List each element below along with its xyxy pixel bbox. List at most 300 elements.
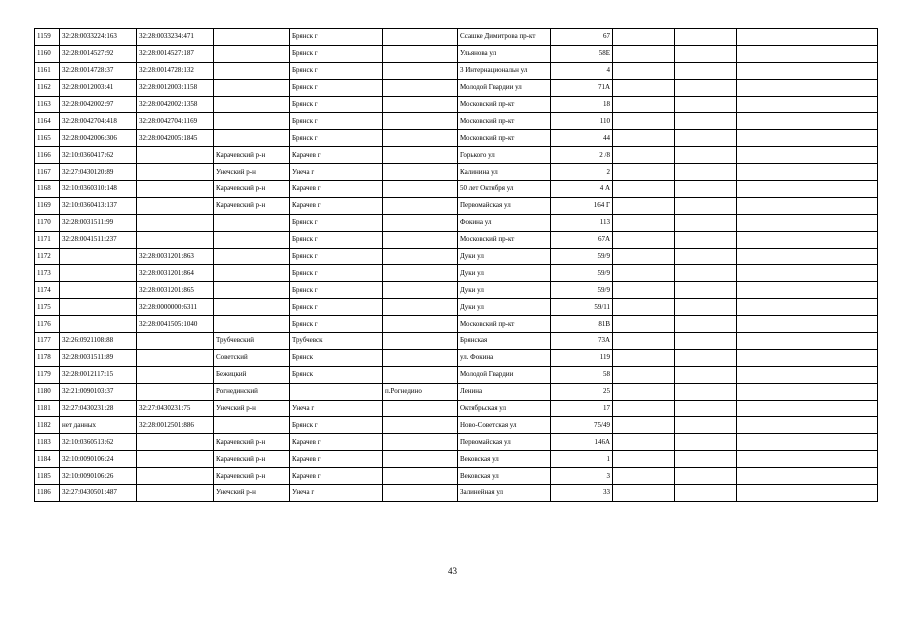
cell-extra-col-3 [737,282,878,299]
cell-cadastral-number-land: 32:28:0042006:306 [60,130,137,147]
cell-extra-col-2 [675,62,737,79]
cell-extra-col-3 [737,485,878,502]
cell-street: Фокина ул [458,214,551,231]
table-row [35,130,878,147]
cell-cadastral-number-building [137,366,214,383]
cell-row-number: 1171 [35,231,60,248]
cell-settlement [383,130,458,147]
cell-settlement [383,451,458,468]
cell-street: Московский пр-кт [458,316,551,333]
cell-city: Карачев г [290,451,383,468]
cell-extra-col-3 [737,29,878,46]
cell-street: Московский пр-кт [458,96,551,113]
cell-extra-col-1 [613,434,675,451]
cell-street: Ново-Советская ул [458,417,551,434]
cell-city: Карачев г [290,468,383,485]
cell-row-number: 1173 [35,265,60,282]
cell-cadastral-number-land: 32:10:0090106:24 [60,451,137,468]
cell-street: Вековская ул [458,468,551,485]
table-body [35,29,878,502]
cell-district: Рогнединский [214,383,290,400]
cell-settlement [383,485,458,502]
cell-row-number: 1184 [35,451,60,468]
cell-settlement [383,147,458,164]
cell-cadastral-number-land: 32:28:0014527:92 [60,45,137,62]
cell-extra-col-3 [737,468,878,485]
cell-extra-col-3 [737,197,878,214]
cell-street: Дуки ул [458,299,551,316]
cell-district [214,96,290,113]
cell-settlement [383,45,458,62]
cell-house-number: 59/9 [551,248,613,265]
cell-cadastral-number-building: 32:28:0000000:6311 [137,299,214,316]
cell-street: Московский пр-кт [458,113,551,130]
cell-settlement [383,265,458,282]
cell-district: Бежицкий [214,366,290,383]
table-row [35,265,878,282]
cell-house-number: 110 [551,113,613,130]
cell-street: Ульянова ул [458,45,551,62]
cell-cadastral-number-land [60,316,137,333]
table-row [35,164,878,181]
cell-row-number: 1162 [35,79,60,96]
cell-extra-col-2 [675,164,737,181]
cell-district [214,45,290,62]
table-row [35,96,878,113]
cell-cadastral-number-building [137,451,214,468]
cell-extra-col-1 [613,383,675,400]
cell-cadastral-number-land: 32:10:0360310:148 [60,181,137,198]
cell-row-number: 1169 [35,197,60,214]
cell-extra-col-1 [613,400,675,417]
cell-row-number: 1172 [35,248,60,265]
cell-extra-col-2 [675,248,737,265]
cell-extra-col-1 [613,485,675,502]
cell-city: Брянск г [290,417,383,434]
cell-extra-col-1 [613,451,675,468]
cell-extra-col-3 [737,248,878,265]
cell-settlement [383,366,458,383]
cell-district: Карачевский р-н [214,468,290,485]
cell-row-number: 1165 [35,130,60,147]
cell-row-number: 1183 [35,434,60,451]
register-table [34,28,878,502]
cell-extra-col-2 [675,214,737,231]
cell-city: Брянск г [290,113,383,130]
cell-cadastral-number-building: 32:28:0012501:886 [137,417,214,434]
cell-city: Карачев г [290,147,383,164]
cell-cadastral-number-land: 32:28:0041511:237 [60,231,137,248]
cell-settlement [383,316,458,333]
cell-cadastral-number-building: 32:28:0012003:1158 [137,79,214,96]
cell-house-number: 59/9 [551,282,613,299]
cell-extra-col-1 [613,214,675,231]
cell-row-number: 1176 [35,316,60,333]
cell-street: Московский пр-кт [458,130,551,147]
cell-city: Брянск г [290,79,383,96]
cell-cadastral-number-land [60,248,137,265]
cell-extra-col-2 [675,79,737,96]
cell-street: Ленина [458,383,551,400]
cell-extra-col-3 [737,434,878,451]
table-row [35,231,878,248]
cell-extra-col-2 [675,29,737,46]
cell-city: Брянск г [290,96,383,113]
table-row [35,79,878,96]
cell-street: Калинина ул [458,164,551,181]
cell-extra-col-3 [737,451,878,468]
cell-district [214,282,290,299]
cell-street: Брянская [458,333,551,350]
cell-row-number: 1167 [35,164,60,181]
cell-district: Советский [214,349,290,366]
cell-cadastral-number-land: 32:10:0360513:62 [60,434,137,451]
table-row [35,383,878,400]
cell-city: Брянск г [290,248,383,265]
cell-district [214,316,290,333]
cell-house-number: 67 [551,29,613,46]
cell-extra-col-3 [737,181,878,198]
cell-extra-col-1 [613,248,675,265]
cell-cadastral-number-land: 32:26:0921108:88 [60,333,137,350]
cell-house-number: 119 [551,349,613,366]
table-row [35,400,878,417]
cell-settlement [383,349,458,366]
cell-cadastral-number-building: 32:28:0042002:1358 [137,96,214,113]
table-row [35,349,878,366]
cell-settlement [383,231,458,248]
cell-extra-col-2 [675,333,737,350]
cell-cadastral-number-land: 32:10:0090106:26 [60,468,137,485]
cell-extra-col-2 [675,400,737,417]
cell-city: Карачев г [290,197,383,214]
cell-cadastral-number-building [137,383,214,400]
cell-settlement [383,333,458,350]
cell-cadastral-number-building: 32:28:0031201:864 [137,265,214,282]
cell-house-number: 146А [551,434,613,451]
cell-extra-col-3 [737,417,878,434]
cell-extra-col-3 [737,214,878,231]
cell-city [290,383,383,400]
cell-district [214,130,290,147]
cell-extra-col-3 [737,366,878,383]
cell-city: Унеча г [290,164,383,181]
cell-extra-col-2 [675,316,737,333]
cell-extra-col-2 [675,197,737,214]
cell-street: Октябрьская ул [458,400,551,417]
cell-extra-col-1 [613,130,675,147]
cell-extra-col-1 [613,62,675,79]
cell-extra-col-2 [675,113,737,130]
cell-cadastral-number-building: 32:28:0014527:187 [137,45,214,62]
cell-house-number: 113 [551,214,613,231]
cell-extra-col-2 [675,147,737,164]
table-row [35,468,878,485]
cell-district: Карачевский р-н [214,451,290,468]
table-row [35,181,878,198]
cell-district: Карачевский р-н [214,434,290,451]
cell-extra-col-1 [613,231,675,248]
cell-extra-col-2 [675,96,737,113]
table-row [35,45,878,62]
cell-cadastral-number-building [137,181,214,198]
table-row [35,29,878,46]
cell-cadastral-number-building: 32:28:0014728:132 [137,62,214,79]
cell-extra-col-2 [675,349,737,366]
cell-street: Дуки ул [458,248,551,265]
cell-settlement [383,29,458,46]
cell-house-number: 2 [551,164,613,181]
cell-cadastral-number-land: 32:10:0360413:137 [60,197,137,214]
cell-extra-col-2 [675,265,737,282]
cell-row-number: 1174 [35,282,60,299]
cell-cadastral-number-land: 32:28:0012003:41 [60,79,137,96]
cell-extra-col-1 [613,113,675,130]
cell-row-number: 1180 [35,383,60,400]
cell-extra-col-1 [613,147,675,164]
cell-cadastral-number-building [137,231,214,248]
cell-house-number: 58Е [551,45,613,62]
cell-house-number: 2 /8 [551,147,613,164]
cell-extra-col-2 [675,282,737,299]
page-number: 43 [448,566,457,576]
cell-row-number: 1159 [35,29,60,46]
cell-house-number: 33 [551,485,613,502]
cell-district [214,231,290,248]
table-row [35,62,878,79]
cell-settlement [383,164,458,181]
table-row [35,333,878,350]
cell-street: Горького ул [458,147,551,164]
cell-extra-col-3 [737,333,878,350]
cell-cadastral-number-land [60,265,137,282]
cell-city: Брянск г [290,130,383,147]
cell-extra-col-2 [675,451,737,468]
cell-cadastral-number-building: 32:28:0041505:1040 [137,316,214,333]
cell-cadastral-number-land: 32:10:0360417:62 [60,147,137,164]
table-row [35,248,878,265]
cell-cadastral-number-building [137,164,214,181]
cell-cadastral-number-land: 32:28:0031511:89 [60,349,137,366]
cell-extra-col-3 [737,265,878,282]
cell-district [214,299,290,316]
cell-row-number: 1181 [35,400,60,417]
cell-extra-col-3 [737,299,878,316]
cell-settlement [383,62,458,79]
cell-cadastral-number-land: 32:28:0042002:97 [60,96,137,113]
cell-cadastral-number-land: 32:28:0014728:37 [60,62,137,79]
cell-cadastral-number-building: 32:28:0031201:863 [137,248,214,265]
cell-house-number: 164 Г [551,197,613,214]
cell-extra-col-3 [737,130,878,147]
cell-row-number: 1163 [35,96,60,113]
cell-house-number: 81В [551,316,613,333]
cell-row-number: 1179 [35,366,60,383]
cell-row-number: 1178 [35,349,60,366]
cell-house-number: 73А [551,333,613,350]
cell-street: Вековская ул [458,451,551,468]
cell-extra-col-2 [675,468,737,485]
cell-street: Молодой Гвардии ул [458,79,551,96]
cell-extra-col-1 [613,468,675,485]
cell-extra-col-1 [613,366,675,383]
cell-cadastral-number-land: 32:27:0430231:28 [60,400,137,417]
cell-extra-col-2 [675,231,737,248]
cell-city: Брянск г [290,231,383,248]
table-row [35,113,878,130]
cell-district: Трубчевский [214,333,290,350]
cell-cadastral-number-building: 32:27:0430231:75 [137,400,214,417]
cell-street: 3 Интернациональн ул [458,62,551,79]
cell-cadastral-number-land: 32:27:0430120:89 [60,164,137,181]
cell-house-number: 3 [551,468,613,485]
cell-cadastral-number-building [137,333,214,350]
table-row [35,299,878,316]
cell-extra-col-1 [613,282,675,299]
cell-street: ул. Фокина [458,349,551,366]
cell-extra-col-1 [613,96,675,113]
cell-cadastral-number-land: 32:28:0031511:99 [60,214,137,231]
cell-extra-col-3 [737,113,878,130]
cell-extra-col-1 [613,265,675,282]
cell-district: Унечский р-н [214,400,290,417]
cell-settlement [383,197,458,214]
cell-row-number: 1161 [35,62,60,79]
cell-row-number: 1160 [35,45,60,62]
cell-extra-col-1 [613,333,675,350]
cell-extra-col-2 [675,485,737,502]
cell-cadastral-number-land [60,282,137,299]
cell-extra-col-3 [737,96,878,113]
cell-city: Карачев г [290,434,383,451]
cell-extra-col-2 [675,130,737,147]
cell-city: Трубчевск [290,333,383,350]
cell-settlement [383,417,458,434]
cell-extra-col-1 [613,417,675,434]
cell-extra-col-1 [613,164,675,181]
cell-house-number: 44 [551,130,613,147]
cell-extra-col-2 [675,434,737,451]
table-row [35,451,878,468]
cell-district [214,62,290,79]
cell-street: Молодой Гвардии [458,366,551,383]
cell-extra-col-2 [675,417,737,434]
cell-extra-col-2 [675,181,737,198]
cell-cadastral-number-building: 32:28:0033234:471 [137,29,214,46]
cell-city: Брянск г [290,45,383,62]
cell-extra-col-2 [675,45,737,62]
cell-city: Карачев г [290,181,383,198]
cell-extra-col-3 [737,62,878,79]
cell-street: Первомайская ул [458,197,551,214]
cell-cadastral-number-building [137,197,214,214]
cell-city: Унеча г [290,485,383,502]
cell-house-number: 4 [551,62,613,79]
cell-city: Унеча г [290,400,383,417]
cell-house-number: 67А [551,231,613,248]
cell-row-number: 1168 [35,181,60,198]
cell-cadastral-number-land: 32:28:0012117:15 [60,366,137,383]
cell-city: Брянск [290,366,383,383]
cell-cadastral-number-building [137,434,214,451]
cell-extra-col-1 [613,181,675,198]
cell-settlement [383,181,458,198]
table-row [35,147,878,164]
cell-extra-col-3 [737,400,878,417]
cell-house-number: 1 [551,451,613,468]
cell-street: Дуки ул [458,282,551,299]
cell-district [214,248,290,265]
cell-settlement [383,282,458,299]
cell-house-number: 75/49 [551,417,613,434]
cell-city: Брянск г [290,316,383,333]
cell-settlement [383,214,458,231]
table-row [35,434,878,451]
cell-settlement [383,96,458,113]
cell-district [214,214,290,231]
cell-street: Первомайская ул [458,434,551,451]
cell-extra-col-3 [737,316,878,333]
cell-house-number: 17 [551,400,613,417]
cell-district: Унечский р-н [214,164,290,181]
cell-cadastral-number-land: 32:28:0033224:163 [60,29,137,46]
cell-row-number: 1182 [35,417,60,434]
table-row [35,197,878,214]
cell-settlement [383,434,458,451]
cell-district [214,29,290,46]
cell-extra-col-2 [675,299,737,316]
table-row [35,214,878,231]
cell-extra-col-3 [737,79,878,96]
cell-row-number: 1186 [35,485,60,502]
cell-house-number: 18 [551,96,613,113]
cell-cadastral-number-building [137,214,214,231]
cell-extra-col-2 [675,383,737,400]
cell-city: Брянск г [290,62,383,79]
cell-cadastral-number-building: 32:28:0042704:1169 [137,113,214,130]
cell-cadastral-number-building [137,468,214,485]
cell-district [214,113,290,130]
cell-extra-col-3 [737,231,878,248]
cell-city: Брянск г [290,265,383,282]
cell-row-number: 1170 [35,214,60,231]
cell-city: Брянск г [290,29,383,46]
cell-row-number: 1164 [35,113,60,130]
cell-extra-col-1 [613,79,675,96]
cell-house-number: 71А [551,79,613,96]
cell-cadastral-number-building: 32:28:0031201:865 [137,282,214,299]
cell-extra-col-3 [737,349,878,366]
cell-extra-col-3 [737,45,878,62]
cell-house-number: 58 [551,366,613,383]
cell-street: Залинейная ул [458,485,551,502]
cell-house-number: 4 А [551,181,613,198]
cell-city: Брянск г [290,214,383,231]
table-row [35,417,878,434]
cell-district: Карачевский р-н [214,181,290,198]
cell-extra-col-1 [613,45,675,62]
cell-district [214,79,290,96]
cell-extra-col-3 [737,147,878,164]
cell-settlement: п.Рогнедино [383,383,458,400]
cell-district: Унечский р-н [214,485,290,502]
cell-cadastral-number-building [137,349,214,366]
cell-row-number: 1175 [35,299,60,316]
cell-extra-col-3 [737,164,878,181]
cell-extra-col-1 [613,29,675,46]
cell-row-number: 1166 [35,147,60,164]
cell-district [214,265,290,282]
